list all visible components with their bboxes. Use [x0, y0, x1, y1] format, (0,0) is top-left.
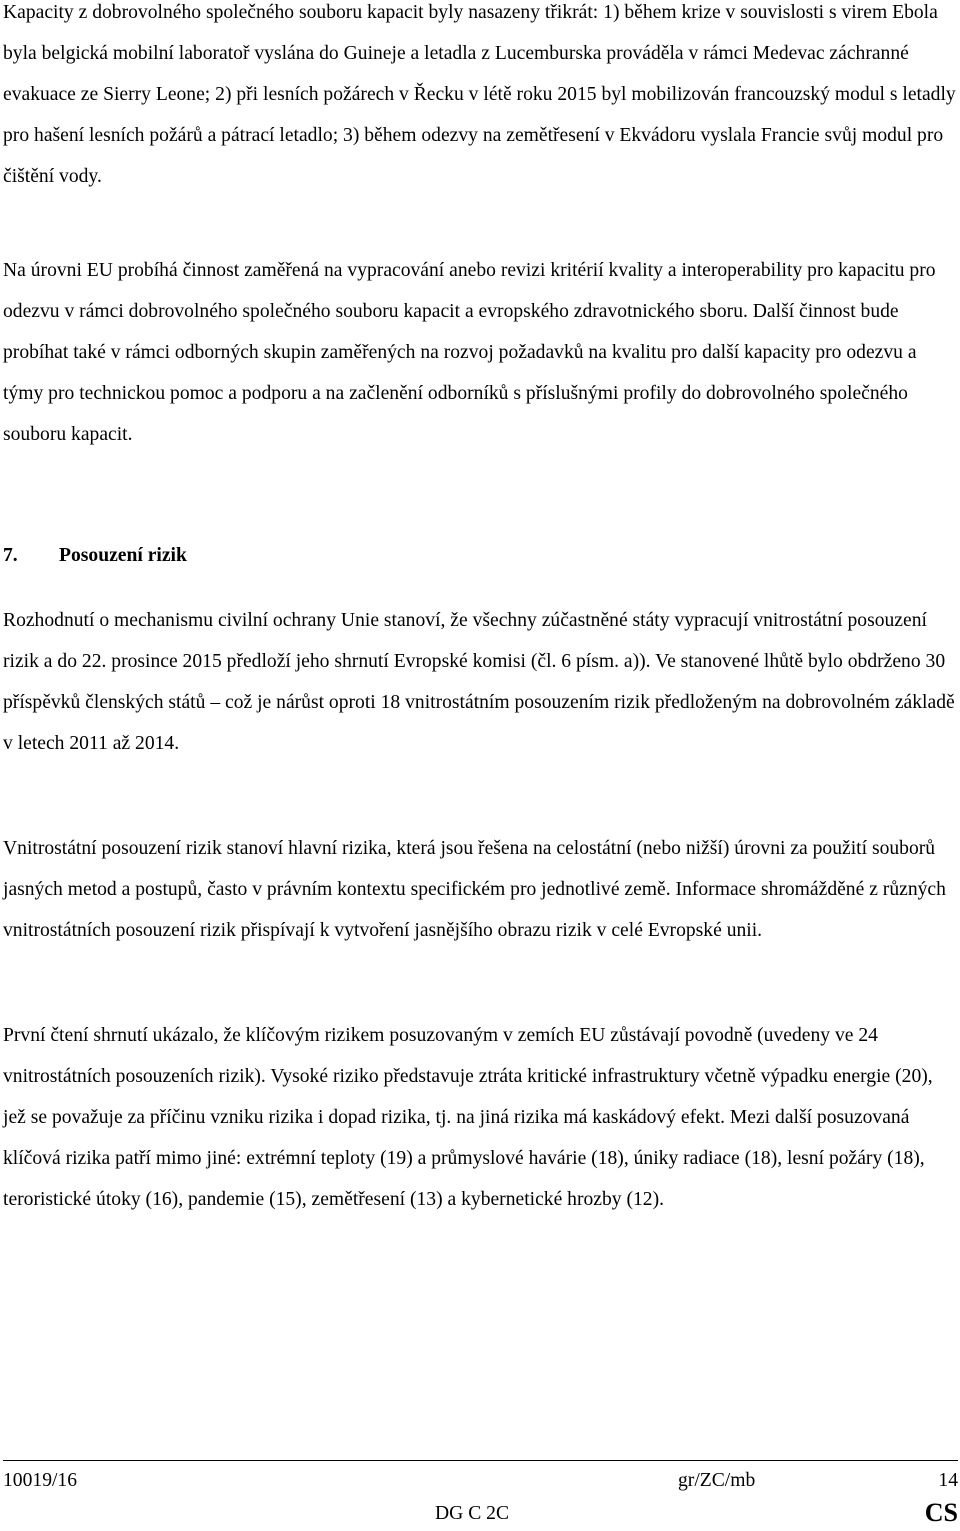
footer-directorate: DG C 2C: [435, 1503, 510, 1524]
footer-page-number: 14: [938, 1470, 958, 1491]
paragraph-key-risks: První čtení shrnutí ukázalo, že klíčovým rizikem posuzovaným v zemích EU zůstávají povodně (uvedeny ve 24 vnitrostátních posouzeních rizik). Vysoké riziko představuje ztráta kritické infrastruktury včetně výpadku energie (20), jež se považuje za příčinu vzniku rizika i dopad rizika, tj. na jiná rizika má kaskádový efekt. Mezi další posuzovaná klíčová rizika patří mimo jiné: extrémní teploty (19) a průmyslové havárie (18), úniky radiace (18), lesní požáry (18), teroristické útoky (16), pandemie (15), zemětřesení (13) a kybernetické hrozby (12).: [3, 1025, 933, 1210]
paragraph-capacity-deployments: Kapacity z dobrovolného společného souboru kapacit byly nasazeny třikrát: 1) během krize v souvislosti s virem Ebola byla belgická mobilní laboratoř vyslána do Guineje a letadla z Lucemburska prováděla v rámci Medevac záchranné evakuace ze Sierry Leone; 2) při lesních požárech v Řecku v létě roku 2015 byl mobilizován francouzský modul s letadly pro hašení lesních požárů a pátrací letadlo; 3) během odezvy na zemětřesení v Ekvádoru vyslala Francie svůj modul pro čištění vody.: [3, 2, 956, 187]
footer-divider: [3, 1460, 958, 1461]
footer-language-code: CS: [924, 1498, 958, 1527]
footer-author-code: gr/ZC/mb: [678, 1470, 756, 1491]
section-number: 7.: [3, 545, 18, 566]
footer-doc-number: 10019/16: [3, 1470, 78, 1491]
paragraph-national-risk-assessments: Vnitrostátní posouzení rizik stanoví hlavní rizika, která jsou řešena na celostátní (nebo nižší) úrovni za použití souborů jasných metod a postupů, často v právním kontextu specifickém pro jednotlivé země. Informace shromážděné z různých vnitrostátních posouzení rizik přispívají k vytvoření jasnějšího obrazu rizik v celé Evropské unii.: [3, 838, 946, 941]
paragraph-risk-assessment-decision: Rozhodnutí o mechanismu civilní ochrany Unie stanoví, že všechny zúčastněné státy vypracují vnitrostátní posouzení rizik a do 22. prosince 2015 předloží jeho shrnutí Evropské komisi (čl. 6 písm. a)). Ve stanovené lhůtě bylo obdrženo 30 příspěvků členských států – což je nárůst oproti 18 vnitrostátním posouzením rizik předloženým na dobrovolném základě v letech 2011 až 2014.: [3, 610, 955, 754]
section-title: Posouzení rizik: [59, 545, 187, 566]
section-heading: [3, 535, 187, 576]
paragraph-eu-quality-criteria: Na úrovni EU probíhá činnost zaměřená na vypracování anebo revizi kritérií kvality a interoperability pro kapacitu pro odezvu v rámci dobrovolného společného souboru kapacit a evropského zdravotnického sboru. Další činnost bude probíhat také v rámci odborných skupin zaměřených na rozvoj požadavků na kvalitu pro další kapacity pro odezvu a týmy pro technickou pomoc a podporu a na začlenění odborníků s příslušnými profily do dobrovolného společného souboru kapacit.: [3, 260, 936, 445]
